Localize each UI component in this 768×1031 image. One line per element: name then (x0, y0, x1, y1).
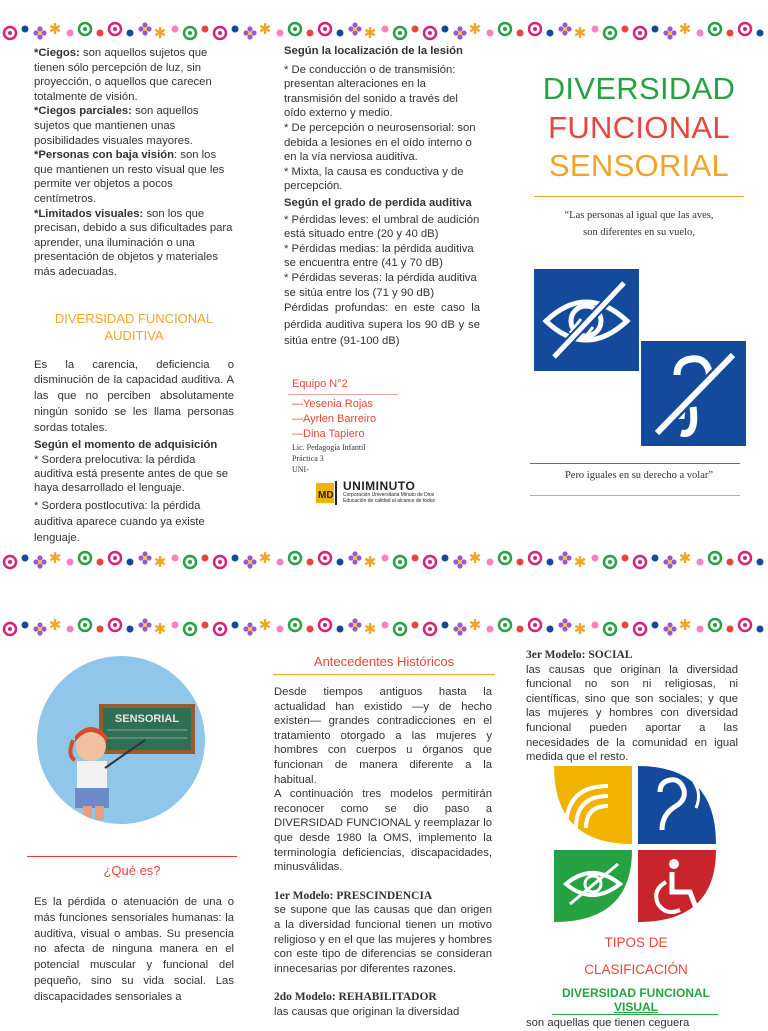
adquisicion-heading: Según el momento de adquisición (34, 439, 218, 452)
border-swirl-center (608, 31, 612, 35)
border-swirl-center (218, 31, 222, 35)
border-dot (97, 626, 104, 633)
border-dot (307, 626, 314, 633)
border-flower (33, 622, 46, 635)
border-star: ✱ (678, 616, 692, 634)
border-swirl-center (323, 556, 327, 560)
border-swirl-center (503, 27, 507, 31)
border-dot (277, 30, 284, 37)
decorative-border-middle-1 (0, 547, 768, 577)
border-dot (337, 30, 344, 37)
border-swirl-center (428, 31, 432, 35)
border-swirl-center (293, 623, 297, 627)
border-dot (697, 626, 704, 633)
border-star: ✱ (363, 553, 377, 571)
medias-text: * Pérdidas medias: la pérdida auditiva se encuentra entre (41 y 70 dB) (284, 242, 474, 270)
border-flower (138, 551, 151, 564)
border-swirl-center (533, 623, 537, 627)
border-star: ✱ (258, 20, 272, 38)
border-swirl-center (713, 623, 717, 627)
antecedentes-heading: Antecedentes Históricos (313, 654, 455, 669)
postlocutiva-text: * Sordera postlocutiva: la pérdida auditiva aparece cuando ya existe lenguaje. (34, 499, 205, 544)
border-dot (547, 626, 554, 633)
border-dot (412, 26, 419, 33)
border-star: ✱ (363, 620, 377, 638)
border-swirl-center (398, 560, 402, 564)
page1-column1 (34, 46, 234, 546)
border-star: ✱ (573, 553, 587, 571)
border-dot (622, 26, 629, 33)
border-dot (277, 559, 284, 566)
border-dot (97, 30, 104, 37)
border-flower (558, 618, 571, 631)
border-dot (337, 559, 344, 566)
border-flower (663, 622, 676, 635)
border-dot (97, 559, 104, 566)
program-info: Lic. Pedagogía Infantil Práctica 3 UNI- (292, 442, 366, 474)
border-star: ✱ (573, 620, 587, 638)
border-dot (412, 622, 419, 629)
border-flower (138, 22, 151, 35)
border-swirl-center (533, 556, 537, 560)
modelo1-text: se supone que las causas que dan origen a la diversidad funcional tienen un motivo religioso y en el que las mujeres y hombres con este tipo de diferencias se consideran innecesarias por diferentes razones. (274, 904, 492, 975)
team-member: —Ayrlen Barreiro (292, 412, 377, 425)
uniminuto-subtitle: Corporación Universitaria Minuto de Dios (343, 491, 435, 498)
border-dot (757, 30, 764, 37)
team-members (292, 397, 480, 442)
border-dot (592, 555, 599, 562)
border-dot (67, 559, 74, 566)
uniminuto-logo (316, 479, 486, 507)
cover-title-line1: DIVERSIDAD (542, 71, 736, 106)
border-dot (652, 622, 659, 629)
antecedentes-p1: Desde tiempos antiguos hasta la actualidad han existido —y de hecho existen— grandes contradicciones en el tratamiento otorgado a las mujeres y hombres con cuerpos u órganos que funcionan de manera diferente a la habitual. (274, 686, 492, 786)
border-flower (453, 555, 466, 568)
border-dot (517, 559, 524, 566)
border-dot (202, 622, 209, 629)
border-swirl-center (743, 623, 747, 627)
border-dot (412, 555, 419, 562)
percepcion-text: * De percepción o neurosensorial: son debida a lesiones en el oído interno o en la vía nerviosa auditiva. (284, 121, 476, 164)
border-swirl-center (293, 556, 297, 560)
conduccion-text: * De conducción o de transmisión: presentan alteraciones en la transmisión del sonido a través del oído externo y medio. (284, 63, 458, 120)
border-flower (138, 618, 151, 631)
modelo2-heading: 2do Modelo: REHABILITADOR (274, 991, 437, 1004)
border-star: ✱ (678, 549, 692, 567)
border-dot (727, 30, 734, 37)
antecedentes-rule (273, 674, 495, 675)
equipo-divider (288, 394, 398, 395)
border-star: ✱ (48, 549, 62, 567)
border-star: ✱ (153, 620, 167, 638)
border-swirl-center (638, 31, 642, 35)
border-flower (558, 22, 571, 35)
visual-impairment-icon (534, 269, 639, 371)
visual-text: son aquellas que tienen ceguera (526, 1017, 690, 1029)
border-dot (487, 626, 494, 633)
border-swirl-center (8, 31, 12, 35)
cover-quote-closing: Pero iguales en su derecho a volar” (564, 470, 714, 481)
cover-title (520, 70, 758, 186)
hearing-impairment-icon (641, 341, 746, 446)
sensorial-illustration (37, 656, 205, 824)
que-es-rule (27, 856, 237, 857)
border-swirl-center (83, 27, 87, 31)
border-swirl-center (218, 560, 222, 564)
border-dot (22, 555, 29, 562)
border-swirl-center (503, 556, 507, 560)
border-swirl-center (8, 560, 12, 564)
cover-title-line2: FUNCIONAL (548, 109, 730, 145)
border-flower (453, 622, 466, 635)
svg-text:MD: MD (318, 489, 334, 501)
modelo3-heading: 3er Modelo: SOCIAL (526, 649, 633, 661)
modelo2-text: las causas que originan la diversidad (274, 1005, 460, 1018)
border-star: ✱ (678, 20, 692, 38)
antecedentes-p2: A continuación tres modelos permitirán reconocer como se dio paso a DIVERSIDAD FUNCIONAL y reemplazar lo que desde 1980 la OMS, implemento la terminología deficiencias, discapacidades, minusválidas. (274, 788, 492, 874)
border-flower (348, 618, 361, 631)
prelocutiva-text: * Sordera prelocutiva: la pérdida auditiva está presente antes de que se haya desarrollado el lenguaje. (34, 454, 229, 495)
border-dot (622, 622, 629, 629)
border-dot (232, 26, 239, 33)
border-dot (697, 559, 704, 566)
border-star: ✱ (363, 24, 377, 42)
border-dot (487, 559, 494, 566)
visual-heading: DIVERSIDAD FUNCIONAL VISUAL (561, 986, 710, 1014)
localizacion-heading: Según la localización de la lesión (284, 45, 463, 57)
border-dot (442, 622, 449, 629)
border-swirl-center (188, 31, 192, 35)
cover-divider (534, 196, 744, 197)
border-dot (67, 626, 74, 633)
border-dot (172, 26, 179, 33)
severas-text: * Pérdidas severas: la pérdida auditiva se sitúa entre los (71 y 90 dB) (284, 271, 477, 299)
uniminuto-name: UNIMINUTO (343, 478, 416, 493)
border-swirl-center (323, 27, 327, 31)
cover-quote-rule-top (530, 463, 740, 464)
border-star: ✱ (258, 549, 272, 567)
cover-title-line3: SENSORIAL (548, 148, 730, 183)
border-dot (547, 30, 554, 37)
border-swirl-center (8, 627, 12, 631)
cover-quote-rule-bottom (530, 495, 740, 496)
border-dot (22, 622, 29, 629)
decorative-border-top-2 (0, 614, 768, 644)
mixta-text: * Mixta, la causa es conductiva y de percepción. (284, 165, 464, 193)
border-dot (727, 626, 734, 633)
border-dot (67, 30, 74, 37)
border-flower (558, 551, 571, 564)
border-dot (22, 26, 29, 33)
border-dot (202, 26, 209, 33)
border-dot (757, 559, 764, 566)
border-swirl-center (323, 623, 327, 627)
modelo3-text: las causas que originan la diversidad funcional no son ni religiosas, ni científicas, sino que son sociales; y que las mujeres y hombres con diversidad funcional pueden aportar a las necesidades de la comunidad en igual medida que el resto. (526, 663, 738, 764)
grado-heading: Según el grado de perdida auditiva (284, 196, 472, 209)
border-dot (592, 26, 599, 33)
border-dot (307, 30, 314, 37)
visual-rule (552, 1014, 718, 1015)
border-dot (277, 626, 284, 633)
border-swirl-center (743, 556, 747, 560)
border-swirl-center (83, 623, 87, 627)
border-dot (172, 622, 179, 629)
border-flower (453, 26, 466, 39)
border-dot (382, 555, 389, 562)
border-star: ✱ (258, 616, 272, 634)
border-star: ✱ (468, 616, 482, 634)
que-es-heading: ¿Qué es? (103, 863, 161, 878)
border-flower (243, 622, 256, 635)
border-dot (757, 626, 764, 633)
border-dot (382, 26, 389, 33)
border-dot (307, 559, 314, 566)
uniminuto-tagline: Educación de calidad al alcance de todos (343, 497, 436, 504)
border-swirl-center (608, 627, 612, 631)
cover-panel (520, 70, 758, 241)
border-swirl-center (743, 27, 747, 31)
border-star: ✱ (48, 20, 62, 38)
profundas-text: Pérdidas profundas: en este caso la pérdida auditiva supera los 90 dB y se sitúa entre (91-100 dB) (284, 302, 480, 348)
border-swirl-center (218, 627, 222, 631)
border-flower (33, 26, 46, 39)
border-star: ✱ (153, 24, 167, 42)
border-dot (442, 26, 449, 33)
border-flower (348, 22, 361, 35)
team-member: —Yesenia Rojas (292, 397, 373, 410)
border-swirl-center (293, 27, 297, 31)
border-dot (127, 559, 134, 566)
que-es-text: Es la pérdida o atenuación de una o más funciones sensoriales humanas: la auditiva, visual o ambas. Su presencia no afecta de ninguna manera en el potencial muscular y funcional del pequeño, sino su vida social. Las discapacidades sensoriales a (34, 896, 234, 1003)
border-dot (517, 626, 524, 633)
team-member: —Dina Tapiero (292, 427, 365, 440)
border-swirl-center (608, 560, 612, 564)
border-swirl-center (713, 27, 717, 31)
border-dot (232, 622, 239, 629)
border-star: ✱ (468, 20, 482, 38)
auditiva-heading: DIVERSIDAD FUNCIONAL AUDITIVA (54, 310, 214, 343)
border-dot (382, 622, 389, 629)
border-swirl-center (188, 560, 192, 564)
border-swirl-center (398, 31, 402, 35)
border-swirl-center (428, 627, 432, 631)
border-swirl-center (428, 560, 432, 564)
border-swirl-center (638, 560, 642, 564)
page1-column2 (284, 44, 480, 507)
border-dot (727, 559, 734, 566)
board-text: SENSORIAL (114, 713, 180, 725)
border-dot (337, 626, 344, 633)
border-dot (127, 30, 134, 37)
border-dot (232, 555, 239, 562)
uniminuto-emblem-icon (316, 479, 342, 507)
modelo1-heading: 1er Modelo: PRESCINDENCIA (274, 889, 433, 902)
border-flower (663, 555, 676, 568)
border-dot (487, 30, 494, 37)
border-dot (592, 622, 599, 629)
auditiva-intro: Es la carencia, deficiencia o disminución de la capacidad auditiva. A las que no perciben absolutamente ningún sonido se les llama personas sordas totales. (34, 358, 234, 434)
border-dot (442, 555, 449, 562)
border-star: ✱ (468, 549, 482, 567)
equipo-label: Equipo N°2 (292, 377, 348, 390)
border-dot (652, 555, 659, 562)
border-dot (652, 26, 659, 33)
border-dot (547, 559, 554, 566)
border-dot (202, 555, 209, 562)
page2-column3 (526, 648, 738, 765)
tipos-clasificacion-heading: TIPOS DE CLASIFICACIÓN (584, 935, 688, 977)
border-swirl-center (188, 627, 192, 631)
border-swirl-center (83, 556, 87, 560)
border-dot (127, 626, 134, 633)
border-swirl-center (533, 27, 537, 31)
border-swirl-center (398, 627, 402, 631)
border-flower (663, 26, 676, 39)
ciegos-definition: *Ciegos: son aquellos sujetos que tienen sólo percepción de luz, sin proyección, o aquellos que carecen totalmente de visión. *Ciegos parciales: son aquellos sujetos que mantienen unas posibilidades visuales mayores. *Personas con baja visión: son los que mantienen un resto visual que les permite ver objetos a pocos centímetros. *Limitados visuales: son los que precisan, debido a sus dificultades para aprender, una iluminación o una presentación de objetos y materiales más adecuadas. (34, 47, 233, 278)
border-star: ✱ (153, 553, 167, 571)
leves-text: * Pérdidas leves: el umbral de audición está situado entre (20 y 40 dB) (284, 213, 480, 241)
border-flower (243, 555, 256, 568)
border-flower (348, 551, 361, 564)
border-dot (697, 30, 704, 37)
border-star: ✱ (573, 24, 587, 42)
border-swirl-center (713, 556, 717, 560)
border-flower (33, 555, 46, 568)
border-swirl-center (113, 27, 117, 31)
border-flower (243, 26, 256, 39)
border-swirl-center (503, 623, 507, 627)
border-dot (517, 30, 524, 37)
border-swirl-center (638, 627, 642, 631)
border-dot (622, 555, 629, 562)
page2-column2 (274, 685, 492, 1019)
border-swirl-center (113, 623, 117, 627)
border-swirl-center (113, 556, 117, 560)
disability-types-icon (552, 764, 718, 924)
cover-quote: “Las personas al igual que las aves, son diferentes en su vuelo, (564, 209, 714, 238)
border-dot (172, 555, 179, 562)
border-star: ✱ (48, 616, 62, 634)
